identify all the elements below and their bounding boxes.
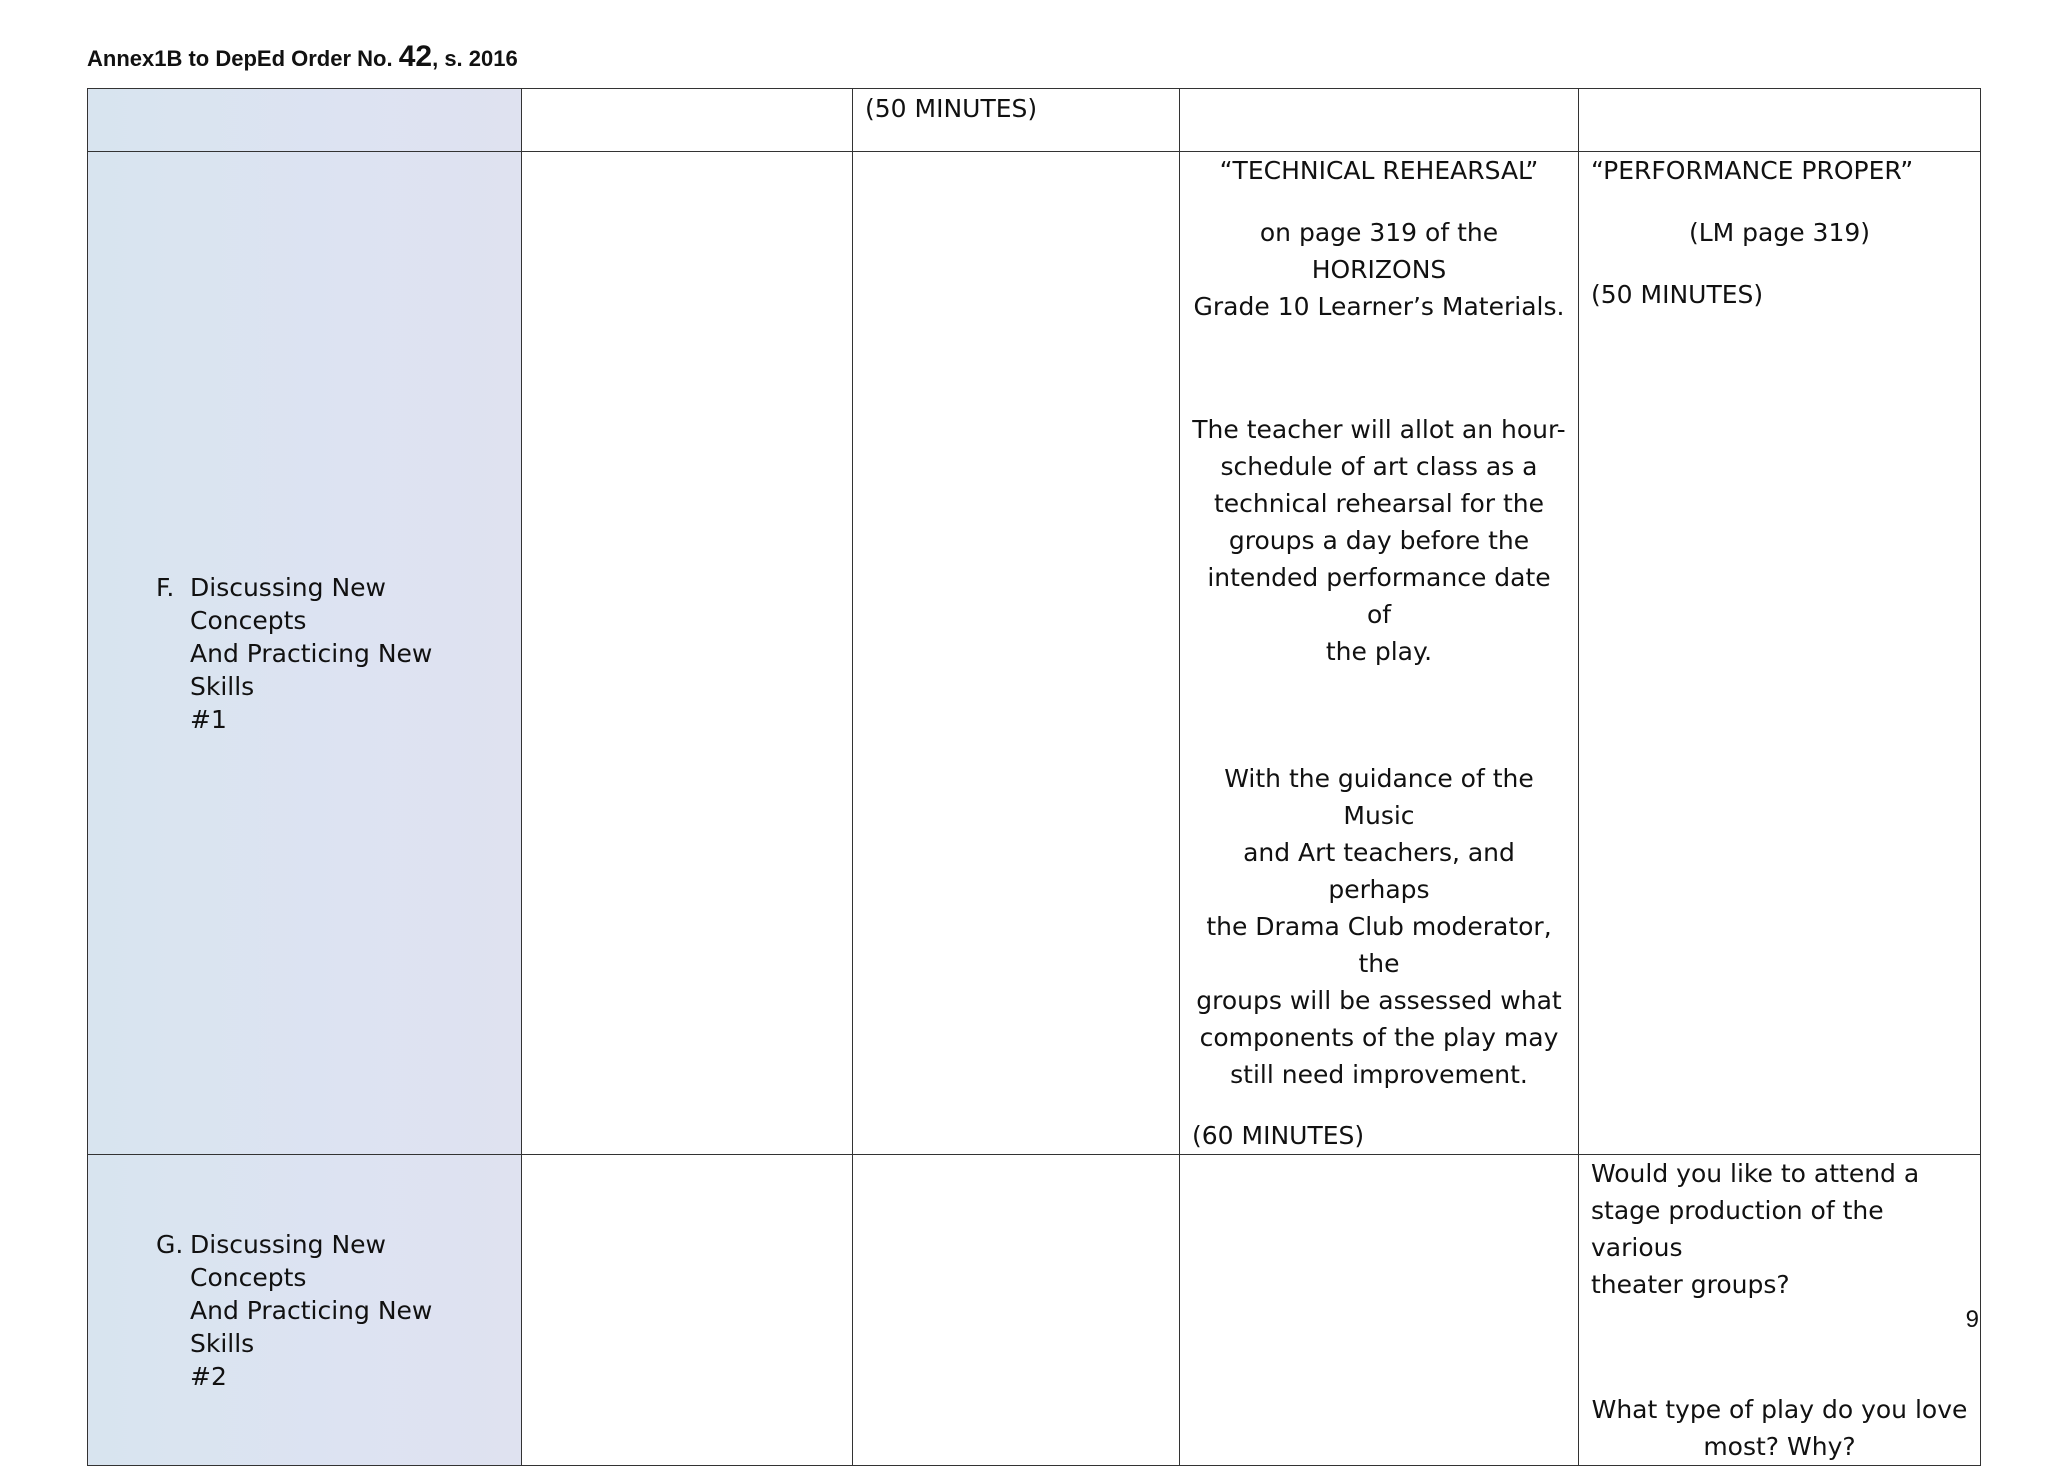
label-cell-empty (88, 89, 522, 152)
reference-line: Grade 10 Learner’s Materials. (1193, 292, 1565, 321)
paragraph-line: Would you like to attend a (1591, 1159, 1920, 1188)
table-row-top (88, 89, 1981, 152)
header-prefix: Annex1B to DepEd Order No. (87, 46, 393, 71)
cell-empty (1579, 89, 1981, 152)
label-line: Discussing New Concepts (190, 1229, 386, 1292)
activity-title: “TECHNICAL REHEARSAL” (1219, 156, 1539, 185)
guidance-paragraph (1180, 760, 1578, 1093)
cell-technical-rehearsal (1180, 152, 1579, 1155)
question-paragraph (1579, 1155, 1980, 1303)
duration-text: (60 MINUTES) (1192, 1121, 1365, 1150)
paragraph-line: technical rehearsal for the (1213, 489, 1545, 518)
table-row-f (88, 152, 1981, 1155)
table-row-g (88, 1155, 1981, 1466)
paragraph-line: With the guidance of the Music (1224, 764, 1534, 830)
reference-line: (LM page 319) (1688, 218, 1871, 247)
activity-title: “PERFORMANCE PROPER” (1591, 156, 1914, 185)
duration-text: (50 MINUTES) (865, 94, 1038, 123)
cell-empty (522, 1155, 853, 1466)
paragraph-line: groups a day before the (1228, 526, 1530, 555)
label-line: #2 (190, 1361, 227, 1391)
cell-duration (853, 89, 1180, 152)
paragraph-line: most? Why? (1703, 1432, 1856, 1461)
document-header (87, 40, 518, 76)
paragraph-line: The teacher will allot an hour- (1192, 415, 1566, 444)
cell-empty (522, 89, 853, 152)
paragraph-line: stage production of the various (1591, 1196, 1884, 1262)
paragraph-line: and Art teachers, and perhaps (1243, 838, 1515, 904)
header-suffix: , s. 2016 (432, 46, 518, 71)
label-line: And Practicing New Skills (190, 1295, 433, 1358)
page-number: 9 (1965, 1306, 1979, 1333)
label-line: #1 (190, 704, 227, 734)
instruction-paragraph (1180, 411, 1578, 670)
row-label (156, 571, 501, 736)
paragraph-line: the play. (1325, 637, 1433, 666)
paragraph-line: still need improvement. (1230, 1060, 1528, 1089)
paragraph-line: What type of play do you love (1591, 1395, 1968, 1424)
cell-performance-proper (1579, 152, 1981, 1155)
paragraph-line: groups will be assessed what (1196, 986, 1562, 1015)
paragraph-line: intended performance date of (1207, 563, 1551, 629)
duration-text: (50 MINUTES) (1591, 280, 1764, 309)
row-label (156, 1228, 501, 1393)
lesson-plan-table (87, 88, 1981, 1466)
reference-line: on page 319 of the HORIZONS (1259, 218, 1499, 284)
label-line: And Practicing New Skills (190, 638, 433, 701)
cell-empty (1180, 1155, 1579, 1466)
question-paragraph (1579, 1391, 1980, 1465)
cell-empty (853, 152, 1180, 1155)
row-label-f (88, 152, 522, 1155)
paragraph-line: components of the play may (1199, 1023, 1559, 1052)
order-number: 42 (398, 40, 433, 73)
paragraph-line: schedule of art class as a (1220, 452, 1538, 481)
label-line: Discussing New Concepts (190, 572, 386, 635)
cell-empty (522, 152, 853, 1155)
cell-empty (1180, 89, 1579, 152)
row-letter: F. (156, 572, 175, 602)
row-label-g (88, 1155, 522, 1466)
paragraph-line: theater groups? (1591, 1270, 1790, 1299)
cell-empty (853, 1155, 1180, 1466)
paragraph-line: the Drama Club moderator, the (1206, 912, 1552, 978)
cell-questions (1579, 1155, 1981, 1466)
row-letter: G. (156, 1229, 184, 1259)
